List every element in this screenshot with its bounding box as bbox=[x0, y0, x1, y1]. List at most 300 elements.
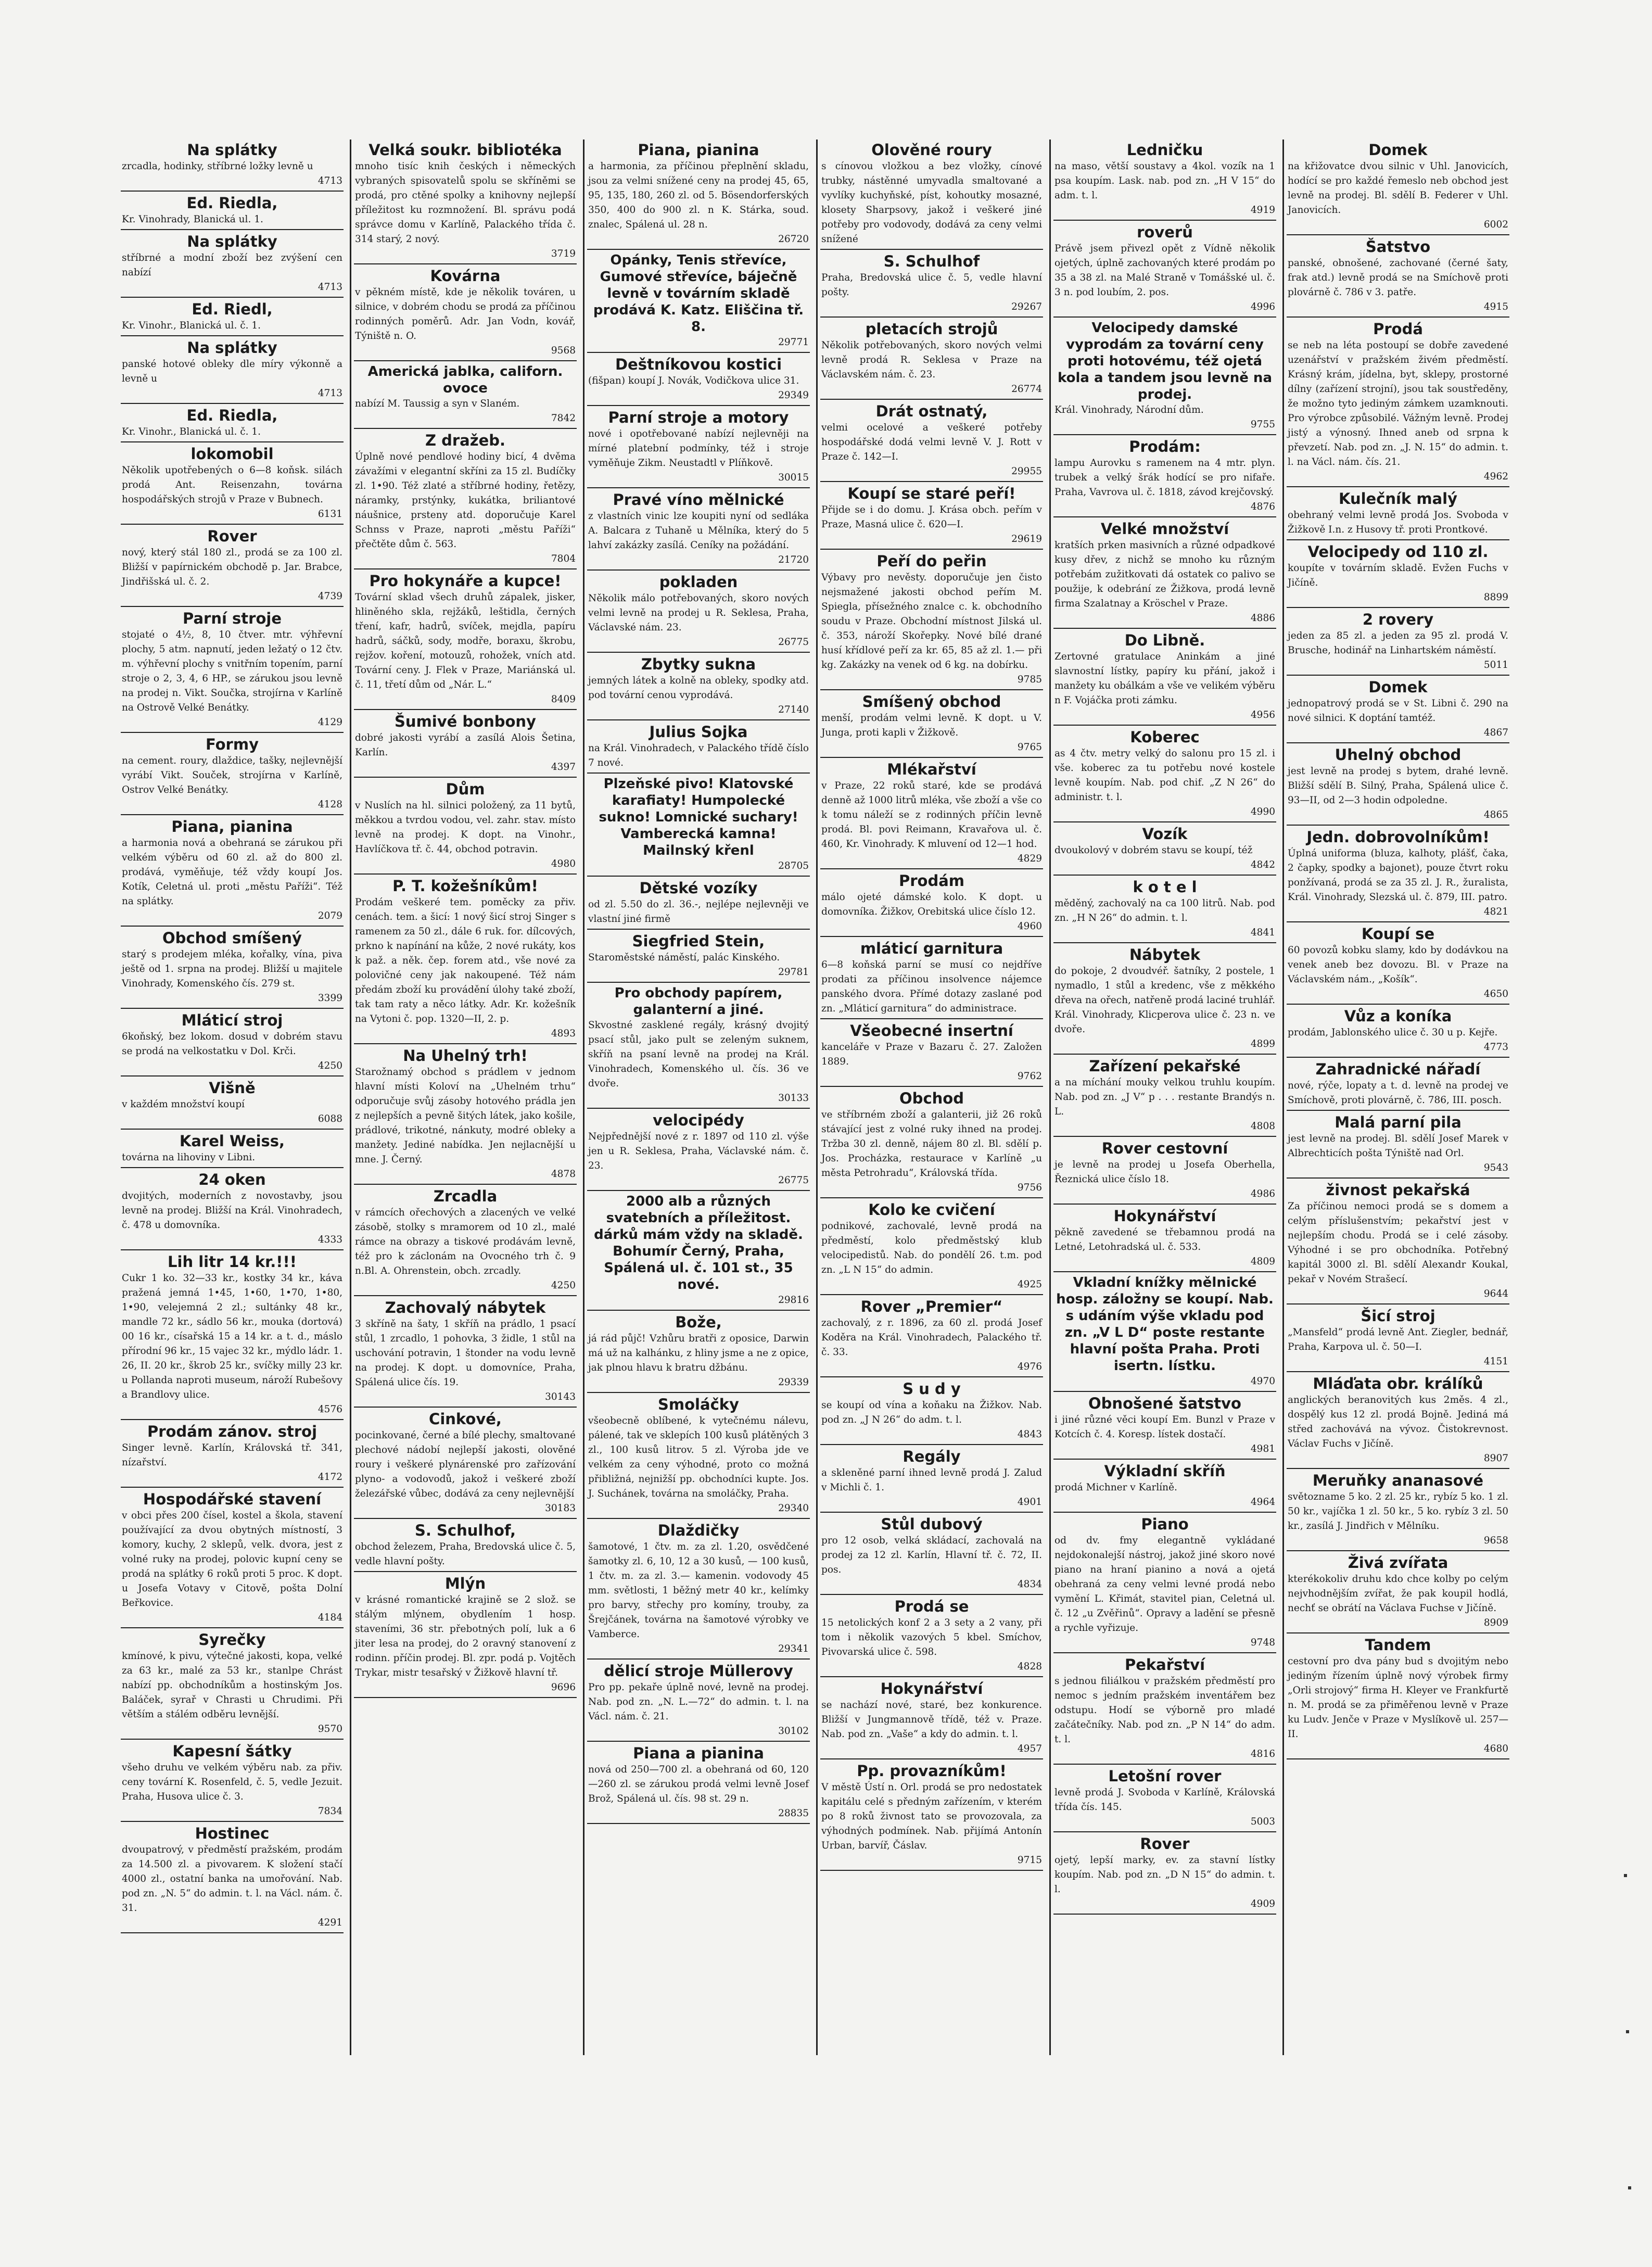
classified-ad bbox=[1287, 1060, 1509, 1111]
margin-mark bbox=[1626, 2030, 1629, 2033]
classified-ad bbox=[1287, 745, 1509, 826]
ad-headline: dělicí stroje Müllerovy bbox=[604, 1662, 793, 1680]
ad-text: nabízí M. Taussig a syn v Slaném. bbox=[355, 398, 520, 409]
classified-ad bbox=[587, 1521, 810, 1660]
classified-ad bbox=[1053, 1057, 1276, 1137]
classified-ad bbox=[1287, 1007, 1509, 1058]
classified-ad bbox=[820, 871, 1043, 937]
ad-headline: Vůz a koníka bbox=[1344, 1007, 1452, 1025]
ad-number: 4980 bbox=[551, 858, 576, 869]
ad-text: 6—8 koňská parní se musí co nejdříve prodati za příčinou insolvence nájemce panského dvora. Přímé dotazy zaslané pod zn. „Mláticí garnitura“ do administrace. bbox=[821, 959, 1042, 1014]
classified-ad bbox=[1287, 1374, 1509, 1469]
ad-number: 4808 bbox=[1250, 1121, 1275, 1132]
ad-text: 60 povozů kobku slamy, kdo by dodávkou na venek aneb bez dovozu. Bl. v Praze na Václavském nám., „Košík“. bbox=[1288, 945, 1508, 985]
ad-number: 4990 bbox=[1250, 806, 1275, 817]
ad-number: 9644 bbox=[1483, 1288, 1508, 1299]
ad-headline: Velocipedy od 110 zl. bbox=[1307, 543, 1489, 561]
ad-headline: Smíšený obchod bbox=[862, 693, 1001, 711]
classified-ad bbox=[121, 1824, 344, 1933]
ad-text: jeden za 85 zl. a jeden za 95 zl. prodá V. Brusche, hodinář na Linhartském náměstí. bbox=[1288, 630, 1508, 656]
ad-number: 6088 bbox=[317, 1113, 342, 1124]
classified-ad bbox=[820, 1200, 1043, 1295]
classified-ad bbox=[121, 1132, 344, 1168]
ad-headline: Do Libně. bbox=[1124, 631, 1205, 649]
ad-number: 4976 bbox=[1017, 1361, 1042, 1372]
ad-headline: Stůl dubový bbox=[881, 1515, 983, 1533]
ad-text: „Mansfeld“ prodá levně Ant. Ziegler, bednář, Praha, Karpova ul. č. 50—I. bbox=[1288, 1327, 1508, 1352]
ad-headline: Tandem bbox=[1365, 1636, 1431, 1654]
classified-ad bbox=[1287, 1181, 1509, 1305]
ad-headline: Pekařství bbox=[1124, 1656, 1205, 1674]
ad-headline: pletacích strojů bbox=[865, 320, 998, 338]
ad-headline: Všeobecné insertní bbox=[850, 1022, 1013, 1040]
ad-text: všeobecně oblíbené, k vytečnému nálevu, pálené, tak ve sklepích 100 kusů plátěných 3 zl., 100 kusů litrov. 5 zl. Výroba jde ve velkém za ceny výhodné, proto co možná přibližná, nejnižší pp. obchodníci kupte. Jos. J. Suchánek, továrna na smoláčky, Praha. bbox=[588, 1415, 809, 1499]
ad-headline: Prodá bbox=[1373, 320, 1423, 338]
classified-ad bbox=[1053, 631, 1276, 726]
ad-text: Pro pp. pekaře úplně nové, levně na prodej. Nab. pod zn. „N. L.—72“ do admin. t. l. na Václ. nám. č. 21. bbox=[588, 1682, 809, 1722]
ad-text: starý s prodejem mléka, kořalky, vína, piva ještě od 1. srpna na prodej. Bližší u majitele Vinohrady, Komenského čís. 279 st. bbox=[122, 949, 342, 989]
ad-text: dvoukolový v dobrém stavu se koupí, též bbox=[1054, 845, 1253, 856]
classified-ad bbox=[121, 1742, 344, 1822]
ad-text: (fišpan) koupí J. Novák, Vodičkova ulice 31. bbox=[588, 375, 799, 386]
ad-headline: Zbytky sukna bbox=[641, 655, 756, 673]
ad-number: 4129 bbox=[317, 717, 342, 728]
ad-text: ve stříbrném zboží a galanterii, již 26 roků stávající jest z volné ruky ihned na prodej. Tržba 30 zl. denně, nájem 80 zl. Bl. sdělí p. Jos. Procházka, restaurace v Karlíně „u města Petrohradu“, Královská třída. bbox=[821, 1109, 1042, 1179]
classified-ad bbox=[587, 985, 810, 1109]
ad-text: stojaté o 4½, 8, 10 čtver. mtr. výhřevní plochy, 5 atm. napnutí, jeden ležatý o 12 čtv. m. výhřevní plochy s vnitřním topením, parní stroje o 2, 3, 4, 6 HP., se zárukou jsou levně na prodej n. Vikt. Součka, strojírna v Karlíně na Ostrově Velké Benátky. bbox=[122, 629, 342, 713]
ad-number: 29339 bbox=[778, 1377, 809, 1388]
ad-headline: Koupí se bbox=[1361, 925, 1435, 943]
ad-text: levně prodá J. Svoboda v Karlíně, Královská třída čís. 145. bbox=[1054, 1787, 1275, 1813]
ad-text: kmínové, k pivu, výtečné jakosti, kopa, velké za 63 kr., malé za 53 kr., stanlpe Chrást nabízí pp. obchodníkům a hostinským Jos. Baláček, syrař v Chrasti u Chrudimi. Při větším a stálém odběru levnější. bbox=[122, 1651, 342, 1720]
ad-number: 4901 bbox=[1017, 1497, 1042, 1508]
ad-headline: 2 rovery bbox=[1362, 611, 1434, 628]
classified-ad bbox=[121, 1252, 344, 1420]
classified-ad bbox=[820, 1515, 1043, 1595]
ad-text: továrna na lihoviny v Libni. bbox=[122, 1152, 256, 1163]
classified-ad bbox=[587, 1662, 810, 1742]
classified-ad bbox=[354, 1298, 577, 1408]
ad-number: 4899 bbox=[1250, 1038, 1275, 1049]
ad-text: Staroměstské náměstí, palác Kinského. bbox=[588, 952, 780, 963]
ad-number: 4867 bbox=[1483, 727, 1508, 738]
ad-headline: Koupí se staré peří! bbox=[847, 485, 1016, 502]
ad-text: v krásné romantické krajině se 2 slož. se stálým mlýnem, obydlením 1 hosp. staveními, 36 str. přebotných polí, luk a 6 jiter lesa na prodej, do 2 oravný stanovení z rodinn. příčin prodej. Bl. zpr. podá p. Vojtěch Trykar, mistr tesařský v Žižkově hlavní tř. bbox=[355, 1594, 576, 1678]
ad-number: 8907 bbox=[1483, 1453, 1508, 1464]
ad-number: 4970 bbox=[1250, 1376, 1275, 1387]
ad-number: 4333 bbox=[317, 1234, 342, 1245]
classified-ad bbox=[1053, 141, 1276, 221]
ad-text: v Nuslích na hl. silnici položený, za 11 bytů, měkkou a tvrdou vodou, vel. zahr. stav. místo levně na prodej. K dopt. na Vinohr., Havlíčkova tř. č. 44, obchod potravin. bbox=[355, 800, 576, 855]
classified-ad bbox=[1053, 520, 1276, 629]
ad-headline: Z dražeb. bbox=[425, 432, 506, 449]
ad-number: 7804 bbox=[551, 553, 576, 564]
classified-ad bbox=[820, 939, 1043, 1019]
ad-text: Starožnamý obchod s prádlem v jednom hlavní místi Koloví na „Uhelném trhu“ odporučuje svůj zásoby hotového prádla jen z nejlepších a pevně šitých látek, jako košile, prádlové, trikotné, nánkuty, modré obleky a manžety. Jediné nabídka. Jen nejlacnější u mne. J. Černý. bbox=[355, 1067, 576, 1165]
ad-number: 9748 bbox=[1250, 1637, 1275, 1648]
ad-number: 4739 bbox=[317, 591, 342, 602]
ad-headline: Peří do peřin bbox=[876, 552, 987, 570]
ad-number: 30183 bbox=[545, 1503, 576, 1514]
ad-number: 8909 bbox=[1483, 1617, 1508, 1628]
ad-text: kterékokoliv druhu kdo chce kolby po celým nejvhodnějším zvířat, že pak koupil hodlá, nechť se obrátí na Václava Fuchse v Jičíně. bbox=[1288, 1574, 1508, 1614]
classified-ad bbox=[354, 780, 577, 875]
ad-headline: Šumivé bonbony bbox=[395, 713, 536, 730]
ad-headline: Malá parní pila bbox=[1335, 1113, 1462, 1131]
classified-ad bbox=[820, 1021, 1043, 1087]
ad-text: málo ojeté dámské kolo. K dopt. u domovníka. Žižkov, Orebitská ulice číslo 12. bbox=[821, 892, 1042, 917]
ad-number: 4981 bbox=[1250, 1443, 1275, 1454]
ad-number: 30015 bbox=[778, 472, 809, 483]
ad-headline: Mláďata obr. králíků bbox=[1313, 1375, 1483, 1392]
ad-headline: Zrcadla bbox=[433, 1187, 498, 1205]
classified-ad bbox=[354, 363, 577, 429]
ad-number: 4909 bbox=[1250, 1898, 1275, 1909]
classified-ad bbox=[1053, 1767, 1276, 1832]
ad-headline: Pp. provazníkům! bbox=[857, 1762, 1007, 1780]
ad-text: Zertovné gratulace Aninkám a jiné slavnostní lístky, papíry ku přání, jakož i manžety ku obálkám a vše ve velikém výběru n F. Vojáčka proti zámku. bbox=[1054, 651, 1275, 706]
ad-number: 4829 bbox=[1017, 853, 1042, 864]
ad-number: 29349 bbox=[778, 390, 809, 401]
ad-text: a skleněné parní ihned levně prodá J. Zalud v Michli č. 1. bbox=[821, 1467, 1042, 1493]
ad-text: dobré jakosti vyrábí a zasílá Alois Šetina, Karlín. bbox=[355, 732, 576, 758]
classified-ad bbox=[587, 932, 810, 983]
ad-text: prodá Michner v Karlíně. bbox=[1054, 1482, 1177, 1493]
classified-ad bbox=[587, 252, 810, 353]
ad-number: 4151 bbox=[1483, 1356, 1508, 1367]
ad-headline: Letošní rover bbox=[1108, 1767, 1222, 1785]
ad-headline: Plzeňské pivo! Klatovské karafiaty! Humpolecké sukno! Lomnické suchary! Vamberecká kamna! Mailnský křenl bbox=[599, 776, 798, 858]
ad-text: v každém množství koupí bbox=[122, 1099, 245, 1110]
ad-text: mnoho tisíc knih českých i německých vybraných spisovatelů spolu se skříněmi se prodá, pro ctěné spolky a knihovny nejlepší příležitost ku rozmnožení. Bl. správu podá správce domu v Karlíně, Palackého třída č. 314 starý, 2 nový. bbox=[355, 161, 576, 245]
ad-number: 28835 bbox=[778, 1808, 809, 1819]
ad-headline: Piana, pianina bbox=[171, 818, 293, 835]
ad-text: nové, rýče, lopaty a t. d. levně na prodej ve Smíchově, proti plovárně, č. 786, III. posch. bbox=[1288, 1080, 1508, 1106]
classified-ad bbox=[121, 406, 344, 442]
ad-text: s cínovou vložkou a bez vložky, cínové trubky, nástěnné umyvadla smaltované a vyvlíky kuchyňské, píst, kohoutky mosazné, klosety Sharpsovy, jakož i veškeré jiné potřeby pro vodovody, dodává za ceny velmi snížené bbox=[821, 161, 1042, 245]
ad-number: 29771 bbox=[778, 337, 809, 348]
ad-number: 4828 bbox=[1017, 1661, 1042, 1672]
ad-text: do pokoje, 2 dvoudvéř. šatníky, 2 postele, 1 nymadlo, 1 stůl a kredenc, vše z měkkého dřeva na ořech, natřeně prodá laciné truhlář. Král. Vinohrady, Klicperova ulice č. 23 n. ve dvoře. bbox=[1054, 966, 1275, 1035]
ad-headline: Cinkové, bbox=[429, 1410, 502, 1428]
ad-text: 15 netolických konf 2 a 3 sety a 2 vany, při tom i několik vazových 5 kbel. Smíchov, Pivovarská ulice č. 598. bbox=[821, 1617, 1042, 1657]
ad-number: 26775 bbox=[778, 1175, 809, 1186]
ad-number: 9570 bbox=[317, 1724, 342, 1734]
ad-number: 4956 bbox=[1250, 710, 1275, 720]
ad-headline: P. T. kožešníkům! bbox=[392, 877, 538, 895]
classified-ad bbox=[121, 527, 344, 607]
ad-number: 9765 bbox=[1017, 742, 1042, 753]
ad-text: obehraný velmi levně prodá Jos. Svoboda v Žižkově I.n. z Husovy tř. proti Prontkové. bbox=[1288, 510, 1508, 535]
ad-number: 9715 bbox=[1017, 1855, 1042, 1866]
ad-headline: Mlékařství bbox=[887, 761, 976, 778]
ad-text: Kr. Vinohr., Blanická ul. č. 1. bbox=[122, 320, 261, 331]
ad-headline: Formy bbox=[206, 736, 259, 753]
ad-number: 4650 bbox=[1483, 989, 1508, 999]
classified-ad bbox=[121, 1079, 344, 1130]
ad-headline: Šicí stroj bbox=[1361, 1307, 1435, 1325]
ad-text: panské hotové obleky dle míry výkonně a levně u bbox=[122, 359, 342, 384]
ad-headline: Drát ostnatý, bbox=[875, 402, 988, 420]
ad-headline: Kapesní šátky bbox=[172, 1742, 292, 1760]
ad-headline: S. Schulhof bbox=[883, 252, 980, 270]
ad-text: z vlastních vinic lze koupiti nyní od sedláka A. Balcara z Tuhaně u Mělníka, který do 5 lahví zakázky zasílá. Ceníky na požádání. bbox=[588, 511, 809, 551]
ad-headline: Kulečník malý bbox=[1338, 490, 1457, 508]
classified-ad bbox=[820, 552, 1043, 690]
ad-headline: Velocipedy damské vyprodám za tovární ceny proti hotovému, též ojetá kola a tandem jsou levně na prodej. bbox=[1058, 320, 1272, 402]
ad-number: 8899 bbox=[1483, 592, 1508, 603]
ad-headline: Velká soukr. bibliotéka bbox=[368, 141, 562, 159]
ad-number: 29341 bbox=[778, 1643, 809, 1654]
ad-number: 4184 bbox=[317, 1612, 342, 1623]
ad-headline: Syrečky bbox=[198, 1631, 266, 1649]
classified-ad bbox=[1287, 237, 1509, 318]
ad-text: Kr. Vinohrady, Blanická ul. 1. bbox=[122, 214, 263, 225]
ad-text: Několik potřebovaných, skoro nových velmi levně prodá R. Seklesa v Praze na Václavském nám. č. 23. bbox=[821, 340, 1042, 380]
ad-text: se nachází nové, staré, bez konkurence. Bližší v Jungmannově třídě, též v. Praze. Nab. pod zn. „Vaše“ a kdy do admin. t. l. bbox=[821, 1700, 1042, 1740]
ad-number: 4834 bbox=[1017, 1579, 1042, 1590]
ad-number: 26720 bbox=[778, 234, 809, 245]
ad-text: as 4 čtv. metry velký do salonu pro 15 zl. i vše. koberec za tu potřebu nové kostele levně koupím. Nab. pod chif. „Z N 26“ do administr. t. l. bbox=[1054, 748, 1275, 803]
ad-number: 4809 bbox=[1250, 1256, 1275, 1267]
ad-headline: Obchod smíšený bbox=[162, 929, 302, 947]
ad-headline: Dům bbox=[446, 780, 485, 798]
classified-column-3 bbox=[587, 141, 810, 1826]
column-rule bbox=[1282, 140, 1284, 2055]
ad-headline: Na splátky bbox=[187, 141, 277, 159]
ad-number: 29781 bbox=[778, 967, 809, 978]
ad-headline: Šatstvo bbox=[1365, 238, 1431, 256]
ad-number: 4986 bbox=[1250, 1188, 1275, 1199]
ad-number: 4773 bbox=[1483, 1042, 1508, 1053]
ad-text: pro 12 osob, velká skládací, zachovalá na prodej za 12 zl. Karlín, Hlavní tř. č. 72, II. pos. bbox=[821, 1535, 1042, 1575]
ad-text: v pěkném místě, kde je několik továren, u silnice, v dobrém chodu se prodá za příčinou rodinných poměrů. Adr. Jan Vodn, kovář, Týniště n. O. bbox=[355, 287, 576, 341]
ad-number: 4291 bbox=[317, 1917, 342, 1928]
ad-headline: Piana a pianina bbox=[633, 1744, 764, 1762]
ad-text: Singer levně. Karlín, Královská tř. 341, nízařství. bbox=[122, 1442, 342, 1468]
ad-text: zachovalý, z r. 1896, za 60 zl. prodá Josef Koděra na Král. Vinohradech, Palackého tř. č. 33. bbox=[821, 1318, 1042, 1358]
ad-headline: Výkladní skříň bbox=[1104, 1462, 1226, 1480]
classified-ad bbox=[820, 1379, 1043, 1445]
ad-headline: živnost pekařská bbox=[1326, 1181, 1470, 1199]
ad-text: prodám, Jablonského ulice č. 30 u p. Kejře. bbox=[1288, 1027, 1498, 1038]
ad-number: 26775 bbox=[778, 637, 809, 648]
ad-headline: Ledničku bbox=[1126, 141, 1203, 159]
ad-text: kratších prken masivních a různé odpadkové kusy dřev, z nichž se mnoho ku různým potřebám zužitkovati dá ostatek co palivo se použije, k odebrání ze Žižkova, prodá levně firma Szalatnay a Kröschel v Praze. bbox=[1054, 540, 1275, 609]
ad-headline: Ed. Riedl, bbox=[192, 300, 273, 318]
ad-text: Úplně nové pendlové hodiny bicí, 4 dvěma závažími v elegantní skříni za 15 zl. Budíčky zl. 1•90. Též zlaté a stříbrné hodiny, řetězy, náramky, prstýnky, kukátka, briliantové náušnice, prsteny atd. doporučuje Karel Schnss v Praze, naproti „městu Paříži“ přečtěte dům č. 563. bbox=[355, 451, 576, 550]
column-rule bbox=[583, 140, 584, 2055]
classified-ad bbox=[587, 1111, 810, 1191]
ad-number: 3399 bbox=[317, 993, 342, 1004]
classified-ad bbox=[587, 879, 810, 930]
ad-text: kanceláře v Praze v Bazaru č. 27. Založen 1889. bbox=[821, 1042, 1042, 1067]
classified-ad bbox=[587, 776, 810, 877]
ad-headline: Na splátky bbox=[187, 339, 277, 357]
classified-ad bbox=[1287, 678, 1509, 743]
ad-headline: Vozík bbox=[1142, 825, 1188, 843]
classified-ad bbox=[121, 1011, 344, 1076]
ad-number: 5011 bbox=[1483, 660, 1508, 670]
ad-number: 4876 bbox=[1250, 501, 1275, 512]
classified-ad bbox=[1053, 1655, 1276, 1765]
ad-number: 4128 bbox=[317, 799, 342, 810]
ad-headline: Piano bbox=[1141, 1515, 1189, 1533]
ad-text: zrcadla, hodinky, stříbrné ložky levně u bbox=[122, 161, 313, 172]
classified-ad bbox=[1053, 1834, 1276, 1915]
ad-headline: Hostinec bbox=[195, 1825, 270, 1842]
ad-number: 30133 bbox=[778, 1093, 809, 1104]
classified-ad bbox=[587, 723, 810, 774]
classified-ad bbox=[1053, 825, 1276, 876]
ad-headline: Obchod bbox=[899, 1090, 964, 1107]
ad-number: 30143 bbox=[545, 1391, 576, 1402]
classified-ad bbox=[1287, 828, 1509, 922]
ad-headline: Meruňky ananasové bbox=[1312, 1472, 1484, 1489]
ad-text: Právě jsem přivezl opět z Vídně několik ojetých, úplně zachovaných které prodám po 35 a 38 zl. na Malé Straně v Tomášské ul. č. 3 n. pod loubím, 2. pos. bbox=[1054, 243, 1275, 298]
ad-text: je levně na prodej u Josefa Oberhella, Řeznická ulice číslo 18. bbox=[1054, 1159, 1275, 1185]
ad-headline: S. Schulhof, bbox=[415, 1522, 516, 1539]
ad-text: na cement. roury, dlaždice, tašky, nejlevnější vyrábí Vikt. Souček, strojírna v Karlíně, Ostrov Velké Benátky. bbox=[122, 755, 342, 795]
classified-column-2 bbox=[354, 141, 577, 1700]
classified-ad bbox=[820, 1297, 1043, 1377]
classified-ad bbox=[820, 402, 1043, 482]
ad-text: anglických beranovitých kus 2měs. 4 zl., dospělý kus 12 zl. prodá Bojně. Jediná má střed zachovává na vývoz. Čistokrevnost. Václav Fuchs v Jičíně. bbox=[1288, 1395, 1508, 1449]
ad-number: 2079 bbox=[317, 910, 342, 921]
ad-headline: Opánky, Tenis střevíce, Gumové střevíce, báječně levně v továrním skladě prodává K. Katz. Eliščina tř. 8. bbox=[593, 252, 804, 335]
ad-headline: Dětské vozíky bbox=[639, 879, 758, 897]
classified-ad bbox=[121, 609, 344, 733]
classified-ad bbox=[587, 655, 810, 720]
ad-number: 4878 bbox=[551, 1169, 576, 1180]
ad-number: 29816 bbox=[778, 1295, 809, 1306]
ad-headline: 2000 alb a různých svatebních a příležitost. dárků mám vždy na skladě. Bohumír Černý, Praha, Spálená ul. č. 101 st., 35 nové. bbox=[594, 1194, 803, 1293]
ad-text: na Král. Vinohradech, v Palackého třídě číslo 7 nové. bbox=[588, 743, 809, 768]
ad-text: i jiné různé věci koupí Em. Bunzl v Praze v Kotcích č. 4. Koresp. lístek dostačí. bbox=[1054, 1414, 1275, 1440]
ad-headline: Siegfried Stein, bbox=[632, 932, 765, 950]
ad-headline: Hokynářství bbox=[880, 1680, 983, 1698]
classified-ad bbox=[820, 252, 1043, 318]
classified-ad bbox=[121, 141, 344, 192]
ad-text: Úplná uniforma (bluza, kalhoty, plášť, čaka, 2 čapky, spodky a bajonet), pouze čtvrt roku ponžívaná, prodá se za 35 zl. J. R., žuralista, Král. Vinohrady, Slezská ul. č. 879, III. patro. bbox=[1288, 848, 1508, 903]
ad-headline: Bože, bbox=[675, 1313, 722, 1331]
ad-headline: Velké množství bbox=[1100, 520, 1229, 538]
column-rule bbox=[1049, 140, 1051, 2055]
ad-headline: Hokynářství bbox=[1113, 1207, 1216, 1225]
classified-ad bbox=[820, 141, 1043, 250]
ad-headline: Mlýn bbox=[444, 1575, 486, 1592]
margin-mark bbox=[1624, 1874, 1627, 1877]
margin-mark bbox=[1628, 2186, 1631, 2189]
ad-text: jednopatrový prodá se v St. Libni č. 290 na nové silnici. K doptání tamtéž. bbox=[1288, 698, 1508, 724]
ad-text: Několik málo potřebovaných, skoro nových velmi levně na prodej u R. Seklesa, Praha, Václavské nám. 23. bbox=[588, 593, 809, 633]
classified-ad bbox=[121, 194, 344, 230]
ad-headline: Piana, pianina bbox=[638, 141, 759, 159]
ad-text: menší, prodám velmi levně. K dopt. u V. Junga, proti kapli v Žižkově. bbox=[821, 713, 1042, 738]
ad-headline: Julius Sojka bbox=[649, 723, 748, 741]
ad-number: 9785 bbox=[1017, 674, 1042, 685]
ad-headline: Mláticí stroj bbox=[181, 1011, 283, 1029]
ad-headline: Olověné roury bbox=[871, 141, 992, 159]
ad-text: na křižovatce dvou silnic v Uhl. Janovicích, hodící se pro každé řemeslo neb obchod jest levně na prodej. Bl. sdělí B. Federer v Uhl. Janovicích. bbox=[1288, 161, 1508, 216]
ad-text: šamotové, 1 čtv. m. za zl. 1.20, osvědčené šamotky zl. 6, 10, 12 a 30 kusů, — 100 kusů, 1 čtv. m. za zl. 3.— kamenin. vodovody 45 mm. světlosti, 1 běžný metr 40 kr., kelímky pro barvy, střechy pro komíny, trouby, za Šrejčánek, továrna na šamotové výrobky ve Vamberce. bbox=[588, 1541, 809, 1640]
classified-ad bbox=[354, 141, 577, 264]
classified-ad bbox=[820, 1447, 1043, 1513]
ad-number: 4842 bbox=[1250, 859, 1275, 870]
ad-text: pěkně zavedené se třebamnou prodá na Letné, Letohradská ul. č. 533. bbox=[1054, 1227, 1275, 1252]
ad-number: 4713 bbox=[317, 175, 342, 186]
classified-ad bbox=[820, 692, 1043, 758]
ad-text: 6koňský, bez lokom. dosud v dobrém stavu se prodá na velkostatku v Dol. Krči. bbox=[122, 1031, 342, 1057]
classified-ad bbox=[587, 1744, 810, 1824]
classified-ad bbox=[121, 735, 344, 815]
ad-text: a harmonia, za příčinou přeplnění skladu, jsou za velmi snížené ceny na prodej 45, 65, 95, 135, 180, 260 zl. od 5. Bösendorferských 350, 400 do 900 zl. n K. Stárka, soud. znalec, Spálená ul. 28 n. bbox=[588, 161, 809, 230]
ad-text: na maso, větší soustavy a 4kol. vozík na 1 psa koupím. Lask. nab. pod zn. „H V 15“ do adm. t. l. bbox=[1054, 161, 1275, 201]
ad-number: 4250 bbox=[551, 1280, 576, 1291]
ad-number: 9762 bbox=[1017, 1071, 1042, 1082]
classified-ad bbox=[820, 1762, 1043, 1871]
classified-column-4 bbox=[820, 141, 1043, 1873]
column-rule bbox=[816, 140, 818, 2055]
ad-headline: Americká jablka, californ. ovoce bbox=[367, 364, 563, 396]
ad-headline: Kovárna bbox=[430, 267, 501, 285]
ad-number: 4925 bbox=[1017, 1279, 1042, 1290]
ad-number: 7842 bbox=[551, 413, 576, 424]
classified-ad bbox=[1287, 924, 1509, 1005]
ad-headline: Ed. Riedla, bbox=[186, 194, 278, 212]
ad-headline: Parní stroje bbox=[183, 610, 282, 627]
ad-number: 27140 bbox=[778, 704, 809, 715]
ad-text: Prodám veškeré tem. poměcky za přiv. cenách. tem. a šicí: 1 nový šicí stroj Singer s ramenem za 50 zl., dále 6 ruk. for. dílcových, prkno k napínání na kůže, 2 nové rukáty, kos k paž. a něk. čep. forem atd., vše nové za polovičné ceny jak nakoupené. Též nám předám zboží ku provádění úlohy také zboží, tak tam raty a něco látky. Adr. Kr. kožešník na Vytoni č. pop. 1320—II, 2. p. bbox=[355, 897, 576, 1024]
ad-number: 4886 bbox=[1250, 613, 1275, 624]
ad-number: 9568 bbox=[551, 345, 576, 356]
ad-headline: Domek bbox=[1368, 141, 1428, 159]
ad-headline: Prodám zánov. stroj bbox=[147, 1423, 317, 1440]
ad-text: se koupí od vína a koňaku na Žižkov. Nab. pod zn. „J N 26“ do adm. t. l. bbox=[821, 1400, 1042, 1425]
ad-text: nový, který stál 180 zl., prodá se za 100 zl. Bližší v papírnickém obchodě p. Jar. Brabce, Jindřišská ul. č. 2. bbox=[122, 547, 342, 587]
ad-number: 9543 bbox=[1483, 1162, 1508, 1173]
classified-ad bbox=[820, 484, 1043, 550]
classified-ad bbox=[1053, 878, 1276, 943]
ad-text: Cukr 1 ko. 32—33 kr., kostky 34 kr., káva pražená jemná 1•45, 1•60, 1•70, 1•80, 1•90, velejemná 2 zl.; sultánky 48 kr., mandle 72 kr., sádlo 56 kr., mouka (dortová) 00 16 kr., císařská 15 a 14 kr. a t. d., máslo přírodní 96 kr., 15 vajec 32 kr., mýdlo ládr. 1. 26, II. 20 kr., škrob 25 kr., svíčky milly 23 kr. u Pollanda naproti museum, nároží Rubešovy a Brandlovy ulice. bbox=[122, 1273, 342, 1400]
classified-ad bbox=[1053, 945, 1276, 1055]
ad-text: velmi ocelové a veškeré potřeby hospodářské dodá velmi levně V. J. Rott v Praze č. 142—I. bbox=[821, 422, 1042, 462]
ad-number: 4915 bbox=[1483, 301, 1508, 312]
classified-column-6 bbox=[1287, 141, 1509, 1762]
ad-headline: Višně bbox=[209, 1079, 256, 1097]
classified-ad bbox=[1287, 1471, 1509, 1551]
classified-ad bbox=[1287, 1307, 1509, 1372]
ad-text: Tovární sklad všech druhů zápalek, jisker, hliněného skla, rejžáků, leštidla, černých tření, kafr, hadrů, svíček, mejdla, papíru hadrů, sáčků, sody, modře, boraxu, škrobu, rejžov. koření, motouzů, rohožek, vních atd. Tovární ceny. J. Flek v Praze, Mariánská ul. č. 11, třetí dům od „Nár. L.“ bbox=[355, 592, 576, 690]
ad-number: 30102 bbox=[778, 1726, 809, 1737]
ad-number: 9755 bbox=[1250, 419, 1275, 430]
ad-text: Výbavy pro nevěsty. doporučuje jen čisto nejsmažené jakosti obchod peřím M. Spiegla, přísežného znalce c. k. obchodního soudu v Praze. Obchodní místnost Jilská ul. č. 353, nároží Skořepky. Nové bílé drané husí křídlové peří za kr. 65, 85 až zl. 1.— při kg. Zakázky na venek od 6 kg. na dobírku. bbox=[821, 572, 1042, 670]
ad-text: jest levně na prodej. Bl. sdělí Josef Marek v Albrechticích pošta Týniště nad Orl. bbox=[1288, 1133, 1508, 1159]
ad-text: od zl. 5.50 do zl. 36.-, nejlépe nejlevněji ve vlastní jiné firmě bbox=[588, 899, 809, 924]
ad-text: s jednou filiálkou v pražském předměstí pro nemoc s jedním pražském inventářem bez odstupu. Hodí se výborně pro mladé začátečníky. Nab. pod zn. „P N 14“ do adm. t. l. bbox=[1054, 1676, 1275, 1745]
classified-ad bbox=[587, 355, 810, 406]
classified-ad bbox=[820, 1089, 1043, 1198]
ad-text: a harmonia nová a obehraná se zárukou při velkém výběru od 60 zl. až do 800 zl. prodává, vyměňuje, též vždy koupí Jos. Kotík, Celetná ul. proti „městu Paříži“. Též na splátky. bbox=[122, 838, 342, 907]
classified-ad bbox=[1053, 728, 1276, 822]
ad-headline: Prodám bbox=[898, 872, 965, 890]
ad-text: lampu Aurovku s ramenem na 4 mtr. plyn. trubek a velký šrák hodící se pro nifaře. Praha, Vavrova ul. č. 1818, závod krejčovský. bbox=[1054, 458, 1275, 498]
ad-number: 4960 bbox=[1017, 921, 1042, 932]
ad-text: nové i opotřebované nabízí nejlevněji na mírné platební podmínky, též i stroje vyměňuje Zikm. Neustadtl v Plíňkově. bbox=[588, 428, 809, 468]
ad-headline: Domek bbox=[1368, 678, 1428, 696]
classified-ad bbox=[1053, 1462, 1276, 1513]
ad-number: 8409 bbox=[551, 694, 576, 705]
